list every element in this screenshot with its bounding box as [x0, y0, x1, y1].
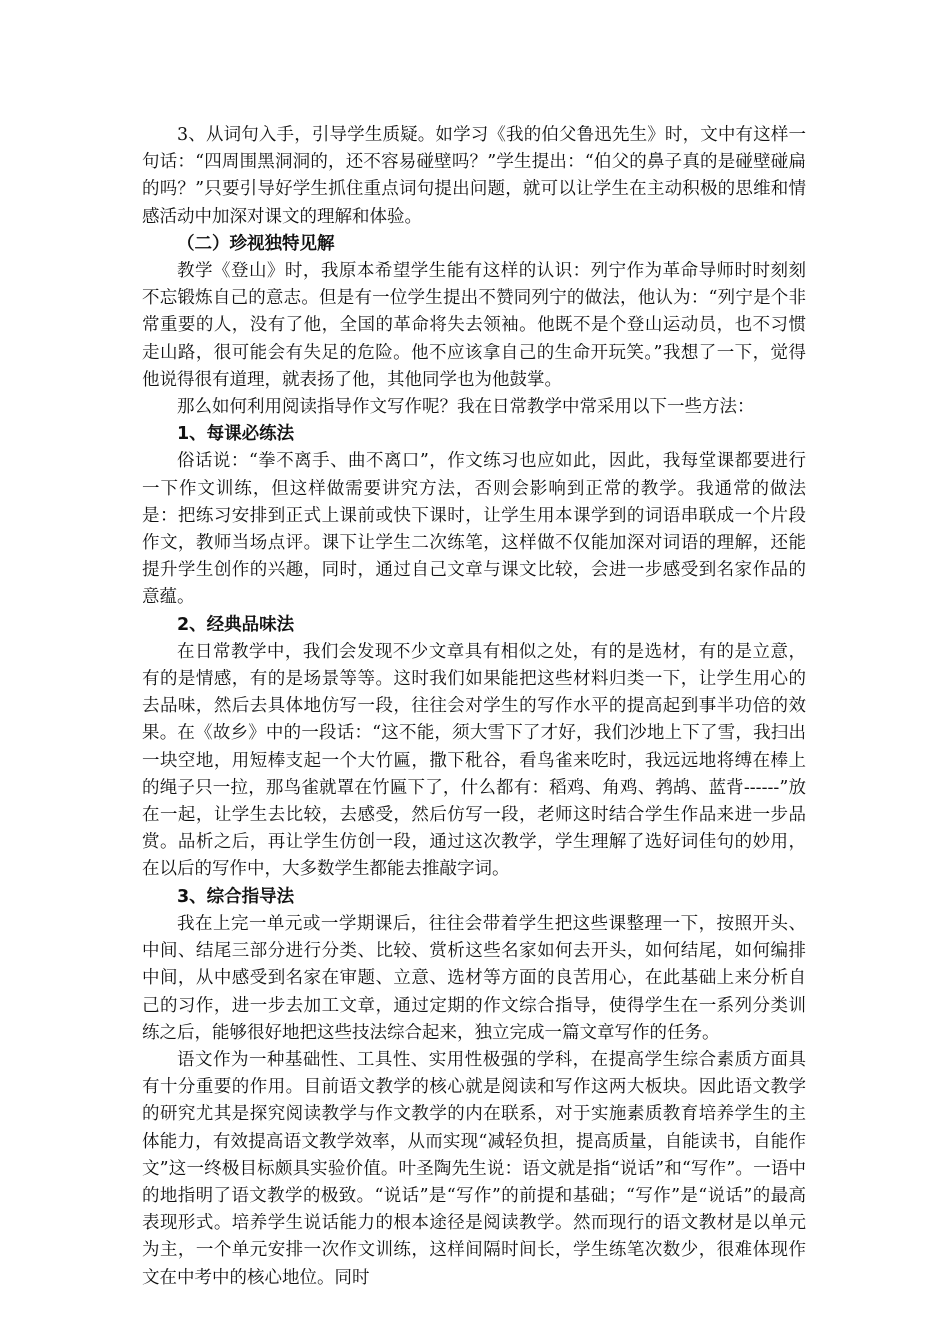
paragraph-method-1: 俗话说：“拳不离手、曲不离口”，作文练习也应如此，因此，我每堂课都要进行一下作文训练，但这样做需要讲究方法，否则会影响到正常的教学。我通常的做法是：把练习安排到正式上课前或快下课时，让学生用本课学到的词语串联成一个片段作文，教师当场点评。课下让学生二次练笔，这样做不仅能加深对词语的理解，还能提升学生创作的兴趣，同时，通过自己文章与课文比较，会进一步感受到名家作品的意蕴。: [142, 451, 806, 608]
paragraph-conclusion: 语文作为一种基础性、工具性、实用性极强的学科，在提高学生综合素质方面具有十分重要的作用。目前语文教学的核心就是阅读和写作这两大板块。因此语文教学的研究尤其是探究阅读教学与作文教学的内在联系，对于实施素质教育培养学生的主体能力，有效提高语文教学效率，从而实现“减轻负担，提高质量，自能读书，自能作文”这一终极目标颇具实验价值。叶圣陶先生说：语文就是指“说话”和“写作”。一语中的地指明了语文教学的极致。“说话”是“写作”的前提和基础；“写作”是“说话”的最高表现形式。培养学生说话能力的根本途径是阅读教学。然而现行的语文教材是以单元为主，一个单元安排一次作文训练，这样间隔时间长，学生练笔次数少，很难体现作文在中考中的核心地位。同时: [142, 1049, 806, 1288]
heading-method-1: 1、每课必练法: [177, 424, 295, 445]
heading-unique-insights: （二）珍视独特见解: [177, 233, 335, 254]
heading-method-2: 2、经典品味法: [177, 614, 295, 635]
heading-method-3: 3、综合指导法: [177, 886, 295, 907]
document-page: [142, 122, 806, 1292]
paragraph-climbing-lesson: 教学《登山》时，我原本希望学生能有这样的认识：列宁作为革命导师时时刻刻不忘锻炼自己的意志。但是有一位学生提出不赞同列宁的做法，他认为：“列宁是个非常重要的人，没有了他，全国的革命将失去领袖。他既不是个登山运动员，也不习惯走山路，很可能会有失足的危险。他不应该拿自己的生命开玩笑。”我想了一下，觉得他说得很有道理，就表扬了他，其他同学也为他鼓掌。: [142, 261, 806, 390]
paragraph-question-guidance: 3、从词句入手，引导学生质疑。如学习《我的伯父鲁迅先生》时，文中有这样一句话：“四周围黑洞洞的，还不容易碰壁吗？”学生提出：“伯父的鼻子真的是碰壁碰扁的吗？”只要引导好学生抓住重点词句提出问题，就可以让学生在主动积极的思维和情感活动中加深对课文的理解和体验。: [142, 125, 806, 227]
paragraph-method-2: 在日常教学中，我们会发现不少文章具有相似之处，有的是选材，有的是立意，有的是情感，有的是场景等等。这时我们如果能把这些材料归类一下，让学生用心的去品味，然后去具体地仿写一段，往往会对学生的写作水平的提高起到事半功倍的效果。在《故乡》中的一段话：“这不能，须大雪下了才好，我们沙地上下了雪，我扫出一块空地，用短棒支起一个大竹匾，撒下秕谷，看鸟雀来吃时，我远远地将缚在棒上的绳子只一拉，那鸟雀就罩在竹匾下了，什么都有：稻鸡、角鸡、鹁鸪、蓝背------”放在一起，让学生去比较，去感受，然后仿写一段，老师这时结合学生作品来进一步品赏。品析之后，再让学生仿创一段，通过这次教学，学生理解了选好词佳句的妙用，在以后的写作中，大多数学生都能去推敲字词。: [142, 641, 806, 880]
paragraph-methods-intro: 那么如何利用阅读指导作文写作呢？我在日常教学中常采用以下一些方法：: [177, 397, 755, 418]
paragraph-method-3: 我在上完一单元或一学期课后，往往会带着学生把这些课整理一下，按照开头、中间、结尾三部分进行分类、比较、赏析这些名家如何去开头，如何结尾，如何编排中间，从中感受到名家在审题、立意、选材等方面的良苦用心，在此基础上来分析自己的习作，进一步去加工文章，通过定期的作文综合指导，使得学生在一系列分类训练之后，能够很好地把这些技法综合起来，独立完成一篇文章写作的任务。: [142, 913, 806, 1043]
